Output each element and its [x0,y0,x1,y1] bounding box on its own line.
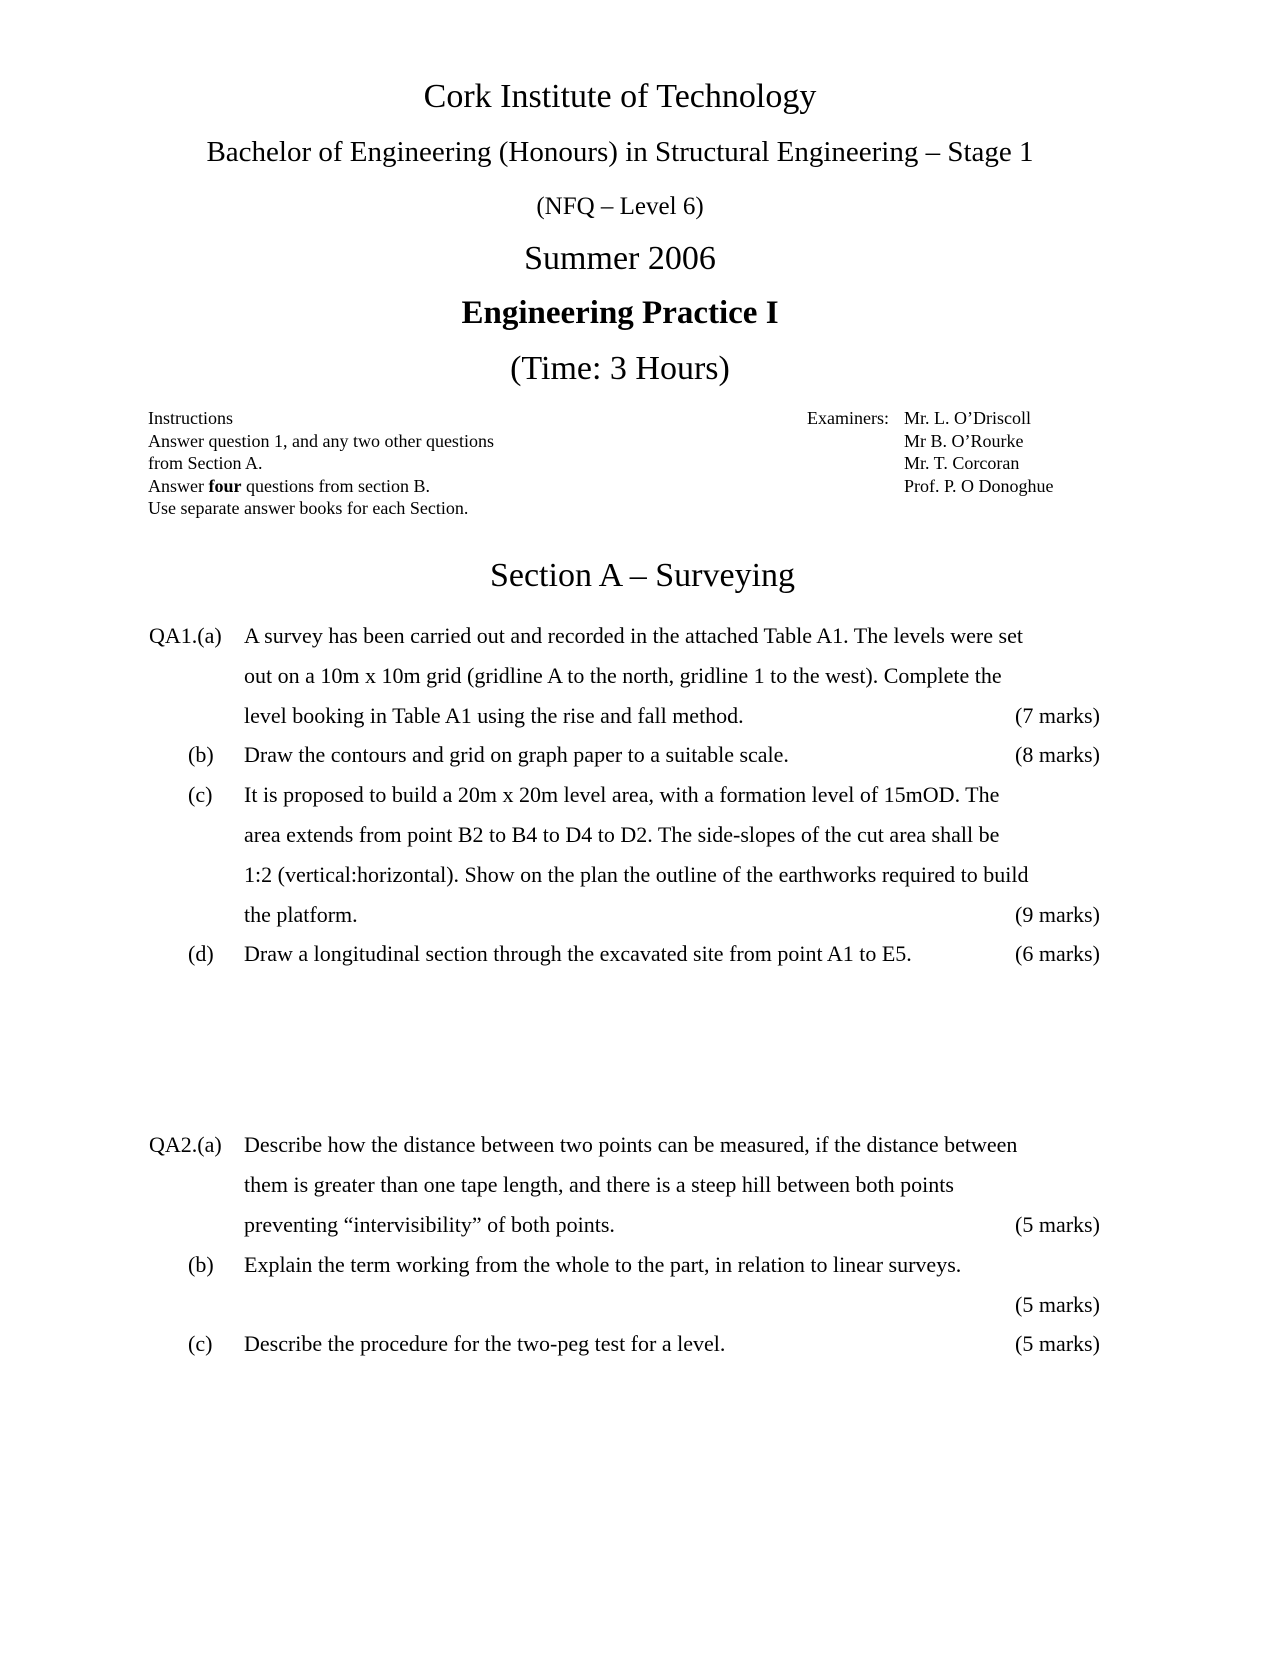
question-text-line: them is greater than one tape length, and there is a steep hill between both points [244,1172,954,1197]
marks-label: (5 marks) [1015,1212,1100,1237]
marks-label: (8 marks) [1015,742,1100,767]
nfq-level: (NFQ – Level 6) [536,193,704,220]
instructions-heading: Instructions [148,408,233,428]
question-text-line: out on a 10m x 10m grid (gridline A to the north, gridline 1 to the west). Complete the [244,663,1002,688]
question-text-line: It is proposed to build a 20m x 20m level area, with a formation level of 15mOD. The [244,782,1000,807]
exam-duration: (Time: 3 Hours) [510,350,730,387]
marks-label: (6 marks) [1015,941,1100,966]
examiner-name: Mr B. O’Rourke [904,430,1024,451]
part-label: (c) [188,782,213,807]
question-text-line: the platform. [244,902,358,927]
marks-label: (5 marks) [1015,1331,1100,1356]
question-text-line: Explain the term working from the whole to the part, in relation to linear surveys. [244,1252,962,1277]
question-number: QA2.(a) [149,1132,222,1157]
instructions-line: from Section A. [148,453,263,473]
instructions-line: Answer question 1, and any two other questions [148,430,494,451]
marks-label: (9 marks) [1015,902,1100,927]
programme-title: Bachelor of Engineering (Honours) in Structural Engineering – Stage 1 [206,136,1034,168]
institution-title: Cork Institute of Technology [423,78,817,115]
question-text-line: preventing “intervisibility” of both points. [244,1212,615,1237]
part-label: (c) [188,1331,213,1356]
question-text-line: Draw the contours and grid on graph paper to a suitable scale. [244,742,789,767]
question-number: QA1.(a) [149,623,222,648]
question-text-line: Describe the procedure for the two-peg test for a level. [244,1331,726,1356]
instructions-line: Use separate answer books for each Section. [148,498,469,518]
subject-title: Engineering Practice I [461,295,779,331]
instructions-line: Answer four questions from section B. [148,475,430,496]
section-title: Section A – Surveying [489,557,796,594]
question-text-line: Describe how the distance between two points can be measured, if the distance between [244,1132,1018,1157]
question-text-line: Draw a longitudinal section through the excavated site from point A1 to E5. [244,941,912,966]
question-text-line: 1:2 (vertical:horizontal). Show on the plan the outline of the earthworks required to build [244,862,1029,887]
part-label: (b) [188,1252,214,1277]
question-text-line: area extends from point B2 to B4 to D4 to D2. The side-slopes of the cut area shall be [244,822,1000,847]
marks-label: (5 marks) [1015,1292,1100,1317]
examiner-name: Mr. T. Corcoran [904,453,1020,473]
marks-label: (7 marks) [1015,703,1100,728]
instructions-block [148,407,494,520]
part-label: (d) [188,941,214,966]
exam-session: Summer 2006 [524,240,716,277]
question-text-line: level booking in Table A1 using the rise and fall method. [244,703,744,728]
part-label: (b) [188,742,214,767]
examiners-list [904,407,1054,497]
examiner-name: Prof. P. O Donoghue [904,475,1054,496]
emphasis-four: four [208,475,242,496]
question-text-line: A survey has been carried out and recorded in the attached Table A1. The levels were set [244,623,1023,648]
examiner-name: Mr. L. O’Driscoll [904,408,1031,428]
examiners-label: Examiners: [807,408,889,428]
